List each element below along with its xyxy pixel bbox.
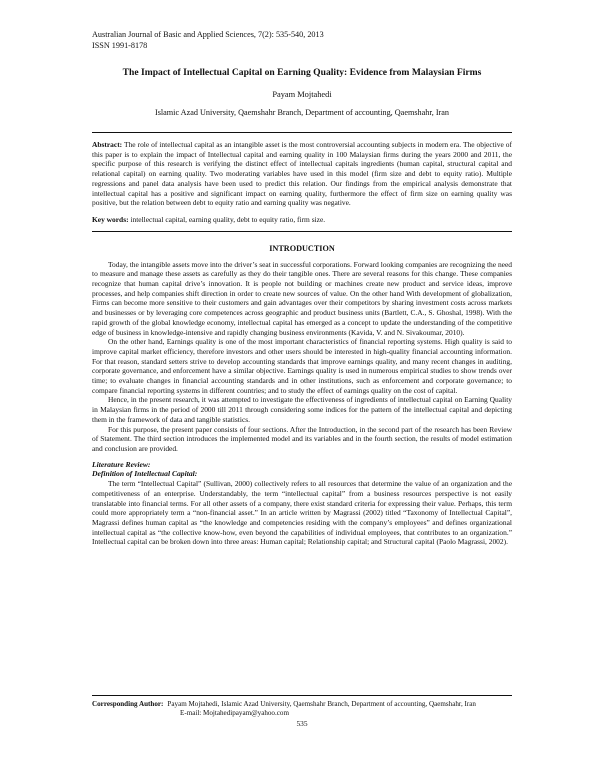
intro-paragraph-4: For this purpose, the present paper consists of four sections. After the Introduction, in the second part of the research has been Review of Statement. The third section introduces the implemented model and its variables and in the fourth section, the results of model estimation and conclusion are provided. <box>92 424 512 453</box>
intro-paragraph-2: On the other hand, Earnings quality is one of the most important characteristics of financial reporting systems. High quality is said to improve capital market efficiency, therefore investors and other users should be interested in high-quality financial accounting information. For that reason, standard setters strive to develop accounting standards that improve earnings quality, and many recent changes in auditing, corporate governance, and enforcement have a similar objective. Earnings quality is used in numerous empirical studies to show trends over time; to evaluate changes in financial accounting standards and in other institutions, such as enforcement and corporate governance; to compare financial reporting systems in different countries; and to study the effect of earnings quality on the cost of capital. <box>92 337 512 395</box>
author-name: Payam Mojtahedi <box>272 90 332 99</box>
intro-paragraph-3: Hence, in the present research, it was attempted to investigate the effectiveness of ingredients of intellectual capital on Earning Quality in Malaysian firms in the period of 2000 till 2011 through considering some indices for the pattern of the intellectual capital and depicting them in the framework of data and tangible statistics. <box>92 395 512 424</box>
journal-header <box>92 30 512 51</box>
introduction-heading: INTRODUCTION <box>269 243 335 253</box>
paper-title: The Impact of Intellectual Capital on Earning Quality: Evidence from Malaysian Firms <box>122 67 482 78</box>
corresponding-author-text: Payam Mojtahedi, Islamic Azad University, Qaemshahr Branch, Department of accounting, Qaemshahr, Iran <box>167 700 476 708</box>
corresponding-author-label: Corresponding Author: <box>92 700 164 708</box>
author-affiliation: Islamic Azad University, Qaemshahr Branch, Department of accounting, Qaemshahr, Iran <box>154 108 449 117</box>
abstract-label: Abstract: <box>92 140 123 149</box>
literature-paragraph: The term “Intellectual Capital” (Sullivan, 2000) collectively refers to all resources that determine the value of an organization and the competitiveness of an enterprise. Understandably, the term “intellectual capital” from a business resources perspective is not easily translatable into financial terms. For all other assets of a company, there exist standard criteria for expressing their value. Perhaps, this term could more appropriately term a “non-financial asset.” In an article written by Magrassi (2002) titled “Taxonomy of Intellectual Capital”, Magrassi defines human capital as “the knowledge and competencies residing with the company’s employees” and defines organizational intellectual capital as “the collective know-how, even beyond the capabilities of individual employees, that contributes to an organization.” Intellectual capital can be broken down into three areas: Human capital; Relationship capital; and Structural capital (Paolo Magrassi, 2002). <box>92 479 512 547</box>
keywords-label: Key words: <box>92 214 129 224</box>
corresponding-author <box>92 700 512 709</box>
abstract-text: The role of intellectual capital as an intangible asset is the most controversial accounting subjects in modern era. The objective of this paper is to explain the impact of Intellectual capital and earning quality in 100 Malaysian firms during the years 2000 and 2011, the specific purpose of this research is verifying the distinct effect of intellectual capitals ingredients (human capital, structural capital and relational capital) on earning quality. Two moderating variables have used in this model (firm size and debt to equity ratio). Multiple regressions and panel data analysis have been used to predict this relation. Our findings from the empirical analysis demonstrate that intellectual capital has a positive and significant impact on earning quality, furthermore the effect of firm size on earning quality was positive, but the relation between debt to equity ratio and earning quality was negative. <box>92 140 512 208</box>
page-footer <box>92 695 512 728</box>
keywords <box>92 215 512 225</box>
page-number: 535 <box>296 719 308 728</box>
abstract <box>92 140 512 208</box>
author-email: E-mail: Mojtahedipayam@yahoo.com <box>180 709 289 717</box>
journal-issn: ISSN 1991-8178 <box>92 40 148 50</box>
ic-definition-heading: Definition of Intellectual Capital: <box>92 469 198 479</box>
intro-paragraph-1: Today, the intangible assets move into the driver’s seat in successful corporations. Forward looking companies are recognizing the need to measure and manage these assets as carefully as they do their tangible ones. There are several reasons for this change. These companies recognize that human capital drive’s innovation. It is people not building or machines create new product and service ideas, improve processes, and help companies shift direction in order to create new sources of value. On the other hand With development of globalization, Firms can become more sensitive to their customers and gain advantages over their competitors by sharing investment costs across markets and businesses or by leveraging core competences across geographic and product business units (Bartlett, C.A., S. Ghoshal, 1998). With the rapid growth of the global knowledge economy, intellectual capital has emerged as a concept to update the understanding of the competitive edge of business in knowledge-intensive and rapidly changing business environments (Kavida, V. and N. Sivakoumar, 2010). <box>92 259 512 337</box>
abstract-box <box>92 132 512 232</box>
literature-review-heading: Literature Review: <box>92 459 151 469</box>
journal-citation: Australian Journal of Basic and Applied Sciences, 7(2): 535-540, 2013 <box>92 30 324 39</box>
keywords-text: intellectual capital, earning quality, debt to equity ratio, firm size. <box>130 214 326 224</box>
